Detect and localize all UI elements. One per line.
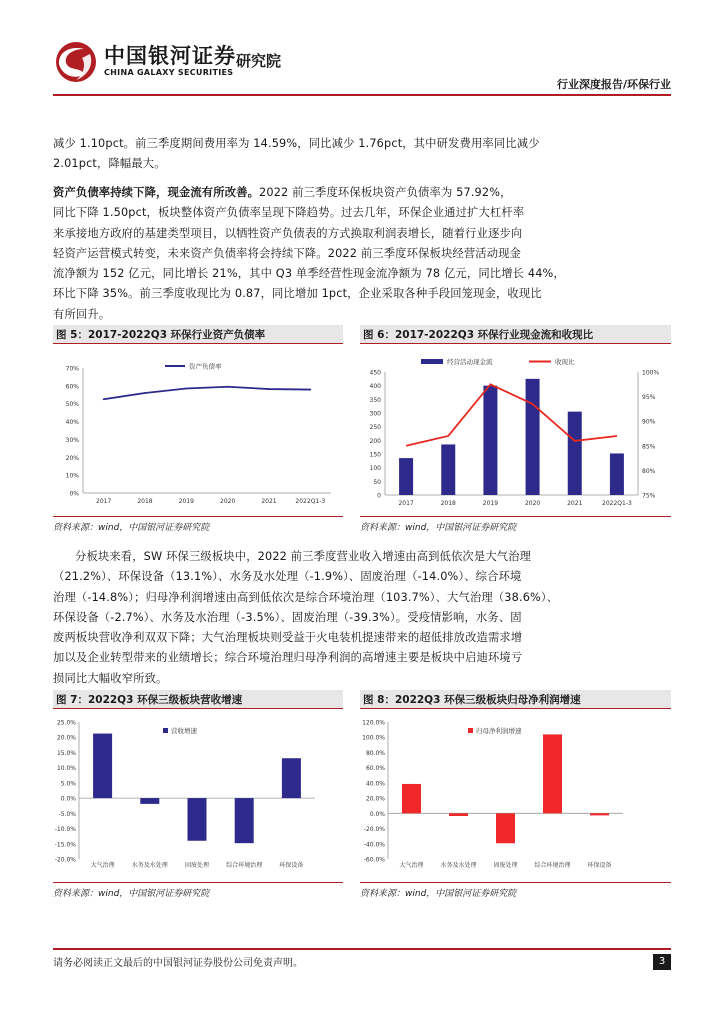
- figure-8-source-divider: [360, 882, 671, 883]
- y-tick-label-left: 50: [373, 478, 381, 486]
- x-tick-label: 固废处理: [493, 862, 518, 869]
- x-tick-label: 2020: [524, 500, 541, 507]
- bar-cashflow: [441, 444, 455, 495]
- series-line-debt-ratio: [104, 387, 311, 400]
- y-tick-label: 80.0%: [365, 749, 385, 757]
- bar-growth: [188, 798, 207, 841]
- x-tick-label: 水务及水处理: [440, 862, 477, 869]
- text-line: 治理（-14.8%）；归母净利润增速由高到低依次是综合环境治理（103.7%）、大气治理（38.6%）、: [53, 590, 559, 604]
- y-tick-label: -40.0%: [363, 841, 385, 849]
- legend-label: 归母净利润增速: [476, 727, 522, 735]
- y-tick-label: 70%: [65, 365, 79, 373]
- text-line: 损同比大幅收窄所致。: [53, 671, 168, 685]
- figure-8-title: 图 8：2022Q3 环保三级板块归母净利润增速: [363, 694, 581, 706]
- y-tick-label: 10.0%: [56, 765, 76, 773]
- figure-7-title: 图 7：2022Q3 环保三级板块营收增速: [56, 694, 243, 706]
- y-tick-label: 40%: [65, 419, 79, 427]
- figure-6-title: 图 6：2017-2022Q3 环保行业现金流和收现比: [363, 329, 594, 341]
- x-tick-label: 2019: [482, 500, 499, 507]
- text-line: 来承接地方政府的基建类型项目，以牺牲资产负债表的方式换取利润表增长，随着行业逐步向: [53, 226, 523, 240]
- y-tick-label: 0.0%: [60, 795, 76, 803]
- figure-6-source-divider: [360, 516, 671, 517]
- galaxy-logo-icon: [54, 40, 98, 84]
- legend-label: 经营活动现金流: [447, 358, 493, 366]
- legend-swatch: [163, 728, 168, 733]
- legend-label: 收现比: [555, 358, 575, 366]
- paragraph-debt-cashflow: [53, 183, 565, 325]
- y-tick-label-left: 150: [369, 451, 381, 459]
- y-tick-label: 0%: [69, 490, 79, 498]
- report-type: 行业深度报告/环保行业: [556, 78, 671, 91]
- y-tick-label-left: 350: [369, 396, 381, 404]
- figure-7-source-divider: [53, 882, 343, 883]
- x-tick-label: 2019: [178, 498, 194, 505]
- x-tick-label: 2017: [96, 498, 112, 505]
- text-line: 有所回升。: [53, 307, 111, 321]
- x-tick-label: 2021: [261, 498, 277, 505]
- figure-6-source: 资料来源：wind，中国银河证券研究院: [360, 523, 517, 533]
- y-tick-label: -60.0%: [363, 856, 385, 864]
- figure-5-source: 资料来源：wind，中国银河证券研究院: [53, 523, 210, 533]
- y-tick-label: 50%: [65, 401, 79, 409]
- bar-growth: [402, 784, 421, 813]
- y-tick-label-left: 200: [369, 437, 381, 445]
- data-point: [268, 388, 270, 390]
- text-span: 2022 前三季度环保板块资产负债率为 57.92%，: [259, 186, 512, 199]
- bar-growth: [140, 798, 159, 804]
- x-tick-label: 综合环境治理: [534, 862, 571, 869]
- y-tick-label: 60.0%: [365, 765, 385, 773]
- bar-growth: [93, 734, 112, 799]
- legend-label: 营收增速: [171, 727, 197, 735]
- y-tick-label: 0.0%: [369, 810, 385, 818]
- legend-label: 资产负债率: [189, 362, 222, 371]
- y-tick-label-right: 95%: [642, 394, 656, 402]
- y-tick-label-left: 300: [369, 410, 381, 418]
- bar-growth: [590, 813, 609, 815]
- chart-net-profit-growth: [355, 712, 675, 880]
- y-tick-label-left: 100: [369, 465, 381, 473]
- data-point: [309, 389, 311, 391]
- y-tick-label-right: 75%: [642, 492, 656, 500]
- x-tick-label: 水务及水处理: [131, 862, 168, 869]
- figure-8-source: 资料来源：wind，中国银河证券研究院: [360, 889, 517, 899]
- y-tick-label: 30%: [65, 436, 79, 444]
- y-tick-label-right: 85%: [642, 443, 656, 451]
- y-tick-label-right: 80%: [642, 467, 656, 475]
- logo-english-name: CHINA GALAXY SECURITIES: [104, 68, 234, 77]
- x-tick-label: 2018: [137, 498, 153, 505]
- x-tick-label: 2021: [567, 500, 583, 507]
- bar-cashflow: [483, 386, 497, 495]
- legend-swatch-bar: [421, 359, 443, 364]
- x-tick-label: 2022Q1-3: [295, 498, 326, 505]
- text-line: [53, 183, 553, 203]
- text-line: 环保设备（-2.7%）、水务及水治理（-3.5%）、固废治理（-39.3%）。受疫情影响，水务、固: [53, 610, 522, 624]
- y-tick-label: -10.0%: [54, 826, 76, 834]
- bar-growth: [449, 813, 468, 816]
- y-tick-label: 20.0%: [365, 795, 385, 803]
- footer-disclaimer: 请务必阅读正文最后的中国银河证券股份公司免责声明。: [53, 958, 303, 969]
- x-tick-label: 固废处理: [184, 862, 210, 869]
- bar-growth: [543, 734, 562, 813]
- x-tick-label: 2022Q1-3: [602, 500, 632, 507]
- paragraph-lead: 资产负债率持续下降，现金流有所改善。: [53, 186, 260, 199]
- text-line: 同比下降 1.50pct，板块整体资产负债率呈现下降趋势。过去几年，环保企业通过扩大杠杆率: [53, 206, 525, 220]
- x-tick-label: 大气治理: [399, 862, 424, 869]
- bar-cashflow: [526, 379, 540, 495]
- y-tick-label: 20.0%: [56, 734, 76, 742]
- text-line: 分板块来看，SW 环保三级板块中，2022 前三季度营业收入增速由高到低依次是大气治理: [75, 550, 532, 563]
- x-tick-label: 2020: [220, 498, 236, 505]
- y-tick-label: 5.0%: [60, 780, 76, 788]
- institute-label: 研究院: [236, 52, 282, 70]
- series-line-cash-ratio: [406, 384, 617, 446]
- paragraph-subsector: [53, 547, 559, 689]
- bar-cashflow: [399, 458, 413, 495]
- y-tick-label: 100.0%: [362, 734, 385, 742]
- figure-5-source-divider: [53, 516, 343, 517]
- chart-debt-ratio: [53, 346, 343, 511]
- bar-growth: [235, 798, 254, 843]
- y-tick-label: 25.0%: [56, 719, 76, 727]
- data-point: [103, 398, 105, 400]
- y-tick-label-right: 90%: [642, 418, 656, 426]
- figure-7-source: 资料来源：wind，中国银河证券研究院: [53, 889, 210, 899]
- y-tick-label: 60%: [65, 383, 79, 391]
- legend-swatch: [468, 728, 473, 733]
- data-point: [185, 388, 187, 390]
- bar-cashflow: [610, 453, 624, 495]
- text-line: 轻资产运营模式转变，未来资产负债率将会持续下降。2022 前三季度环保板块经营活动现金: [53, 246, 522, 260]
- text-line: 废两板块营收净利双双下降；大气治理板块则受益于火电装机提速带来的超低排放改造需求增: [53, 631, 523, 645]
- x-tick-label: 大气治理: [90, 862, 115, 869]
- data-point: [144, 392, 146, 394]
- footer-divider: [53, 948, 671, 950]
- chart-cashflow: [355, 346, 675, 511]
- text-line: 减少 1.10pct。前三季度期间费用率为 14.59%，同比减少 1.76pct，其中研发费用率同比减少: [53, 137, 540, 150]
- bar-cashflow: [568, 412, 582, 495]
- data-point: [227, 386, 229, 388]
- y-tick-label: 40.0%: [365, 780, 385, 788]
- text-line: （21.2%）、环保设备（13.1%）、水务及水处理（-1.9%）、固废治理（-14.0%）、综合环境: [53, 570, 522, 584]
- paragraph-expense-ratio: [53, 134, 553, 175]
- y-tick-label-left: 250: [369, 424, 381, 432]
- text-line: 2.01pct，降幅最大。: [53, 157, 166, 171]
- y-tick-label: 15.0%: [56, 749, 76, 757]
- y-tick-label-right: 100%: [642, 369, 660, 377]
- text-line: 加以及企业转型带来的业绩增长；综合环境治理归母净利润的高增速主要是板块中启迪环境亏: [53, 651, 523, 665]
- x-tick-label: 环保设备: [279, 862, 304, 869]
- y-tick-label: 20%: [65, 454, 79, 462]
- x-tick-label: 2018: [440, 500, 456, 507]
- y-tick-label: -20.0%: [363, 826, 385, 834]
- y-tick-label-left: 450: [369, 369, 381, 377]
- bar-growth: [496, 813, 515, 843]
- y-tick-label-left: 400: [369, 383, 381, 391]
- figure-5-title: 图 5：2017-2022Q3 环保行业资产负债率: [56, 329, 266, 341]
- x-tick-label: 2017: [398, 500, 414, 507]
- page-number: 3: [653, 954, 671, 970]
- y-tick-label-left: 0: [377, 492, 381, 500]
- bar-growth: [282, 758, 301, 798]
- y-tick-label: -15.0%: [54, 841, 76, 849]
- y-tick-label: -5.0%: [58, 810, 76, 818]
- chart-revenue-growth: [53, 712, 343, 880]
- x-tick-label: 环保设备: [587, 862, 612, 869]
- header-divider: [53, 94, 671, 96]
- y-tick-label: 120.0%: [362, 719, 385, 727]
- x-tick-label: 综合环境治理: [226, 862, 263, 869]
- y-tick-label: -20.0%: [54, 856, 76, 864]
- logo-chinese-name: 中国银河证券: [104, 44, 236, 68]
- text-line: 流净额为 152 亿元，同比增长 21%，其中 Q3 单季经营性现金流净额为 78 亿元，同比增长 44%，: [53, 267, 565, 281]
- y-tick-label: 10%: [65, 472, 79, 480]
- text-line: 环比下降 35%。前三季度收现比为 0.87，同比增加 1pct，企业采取各种手段回笼现金，收现比: [53, 287, 542, 301]
